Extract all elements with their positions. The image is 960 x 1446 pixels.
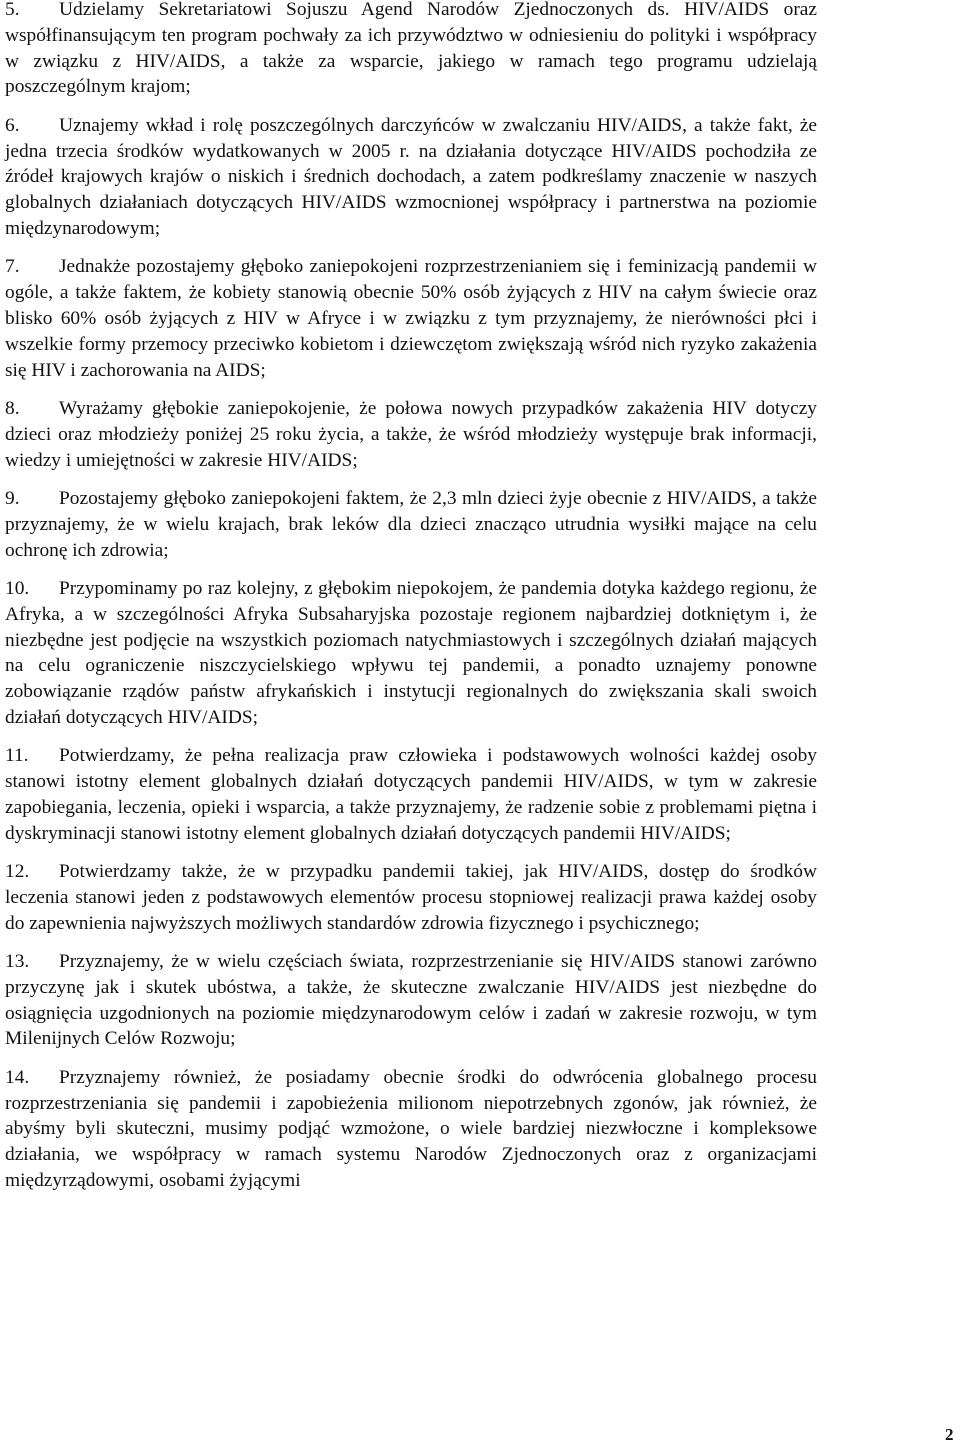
paragraph-number: 7.: [5, 256, 20, 278]
paragraph-text: Potwierdzamy także, że w przypadku pandemii takiej, jak HIV/AIDS, dostęp do środków leczenia stanowi jeden z podstawowych elementów procesu stopniowej realizacji prawa każdej osoby do zapewnienia najwyższych możliwych standardów zdrowia fizycznego i psychicznego;: [5, 861, 817, 934]
paragraph-number: 5.: [5, 0, 20, 20]
paragraph-7: [5, 254, 817, 383]
paragraph-5: [5, 0, 817, 100]
paragraph-8: [5, 396, 817, 473]
paragraph-number: 9.: [5, 487, 20, 509]
paragraph-number: 11.: [5, 745, 29, 767]
paragraph-text: Przypominamy po raz kolejny, z głębokim niepokojem, że pandemia dotyka każdego regionu, że Afryka, a w szczególności Afryka Subsaharyjska pozostaje regionem najbardziej dotkniętym i, że niezbędne jest podjęcie na wszystkich poziomach natychmiastowych i szczególnych działań mających na celu ograniczenie niszczycielskiego wpływu tej pandemii, a ponadto uznajemy ponowne zobowiązanie rządów państw afrykańskich i instytucji regionalnych do zwiększania skali swoich działań dotyczących HIV/AIDS;: [5, 577, 817, 728]
paragraph-text: Udzielamy Sekretariatowi Sojuszu Agend Narodów Zjednoczonych ds. HIV/AIDS oraz współfinansującym ten program pochwały za ich przywództwo w odniesieniu do polityki i współpracy w związku z HIV/AIDS, a także za wsparcie, jakiego w ramach tego programu udzielają poszczególnym krajom;: [5, 0, 817, 98]
paragraph-number: 6.: [5, 114, 20, 136]
paragraph-12: [5, 859, 817, 936]
paragraph-text: Przyznajemy również, że posiadamy obecnie środki do odwrócenia globalnego procesu rozprzestrzeniania się pandemii i zapobieżenia milionom niepotrzebnych zgonów, jak również, że abyśmy byli skuteczni, musimy podjąć wzmożone, o wiele bardziej niezwłoczne i kompleksowe działania, we współpracy w ramach systemu Narodów Zjednoczonych oraz z organizacjami międzyrządowymi, osobami żyjącymi: [5, 1066, 817, 1192]
paragraph-14: [5, 1065, 817, 1194]
paragraph-10: [5, 576, 817, 731]
paragraph-text: Pozostajemy głęboko zaniepokojeni faktem, że 2,3 mln dzieci żyje obecnie z HIV/AIDS, a także przyznajemy, że w wielu krajach, brak leków dla dzieci znacząco utrudnia wysiłki mające na celu ochronę ich zdrowia;: [5, 487, 817, 561]
paragraph-number: 13.: [5, 951, 30, 973]
paragraph-text: Potwierdzamy, że pełna realizacja praw człowieka i podstawowych wolności każdej osoby stanowi istotny element globalnych działań dotyczących pandemii HIV/AIDS, w tym w zakresie zapobiegania, leczenia, opieki i wsparcia, a także przyznajemy, że radzenie sobie z problemami piętna i dyskryminacji stanowi istotny element globalnych działań dotyczących pandemii HIV/AIDS;: [5, 745, 817, 844]
paragraph-text: Jednakże pozostajemy głęboko zaniepokojeni rozprzestrzenianiem się i feminizacją pandemii w ogóle, a także faktem, że kobiety stanowią obecnie 50% osób żyjących z HIV na całym świecie oraz blisko 60% osób żyjących z HIV w Afryce i w związku z tym przyznajemy, że nierówności płci i wszelkie formy przemocy przeciwko kobietom i dziewczętom zwiększają wśród nich ryzyko zakażenia się HIV i zachorowania na AIDS;: [5, 256, 817, 381]
document-body: [5, 0, 817, 1206]
page-number: 2: [945, 1425, 954, 1444]
paragraph-number: 14.: [5, 1066, 30, 1088]
paragraph-text: Wyrażamy głębokie zaniepokojenie, że połowa nowych przypadków zakażenia HIV dotyczy dzieci oraz młodzieży poniżej 25 roku życia, a także, że wśród młodzieży występuje brak informacji, wiedzy i umiejętności w zakresie HIV/AIDS;: [5, 397, 817, 471]
paragraph-number: 8.: [5, 397, 20, 419]
paragraph-number: 10.: [5, 577, 30, 599]
paragraph-9: [5, 486, 817, 563]
paragraph-13: [5, 949, 817, 1052]
paragraph-number: 12.: [5, 861, 30, 883]
paragraph-text: Uznajemy wkład i rolę poszczególnych darczyńców w zwalczaniu HIV/AIDS, a także fakt, że jedna trzecia środków wydatkowanych w 2005 r. na działania dotyczące HIV/AIDS pochodziła ze źródeł krajowych krajów o niskich i średnich dochodach, a zatem podkreślamy znaczenie w naszych globalnych działaniach dotyczących HIV/AIDS wzmocnionej współpracy i partnerstwa na poziomie międzynarodowym;: [5, 114, 817, 239]
paragraph-6: [5, 113, 817, 242]
paragraph-11: [5, 743, 817, 846]
paragraph-text: Przyznajemy, że w wielu częściach świata, rozprzestrzenianie się HIV/AIDS stanowi zarówno przyczynę jak i skutek ubóstwa, a także, że skuteczne zwalczanie HIV/AIDS jest niezbędne do osiągnięcia uzgodnionych na poziomie międzynarodowym celów i zadań w zakresie rozwoju, w tym Milenijnych Celów Rozwoju;: [5, 951, 817, 1050]
